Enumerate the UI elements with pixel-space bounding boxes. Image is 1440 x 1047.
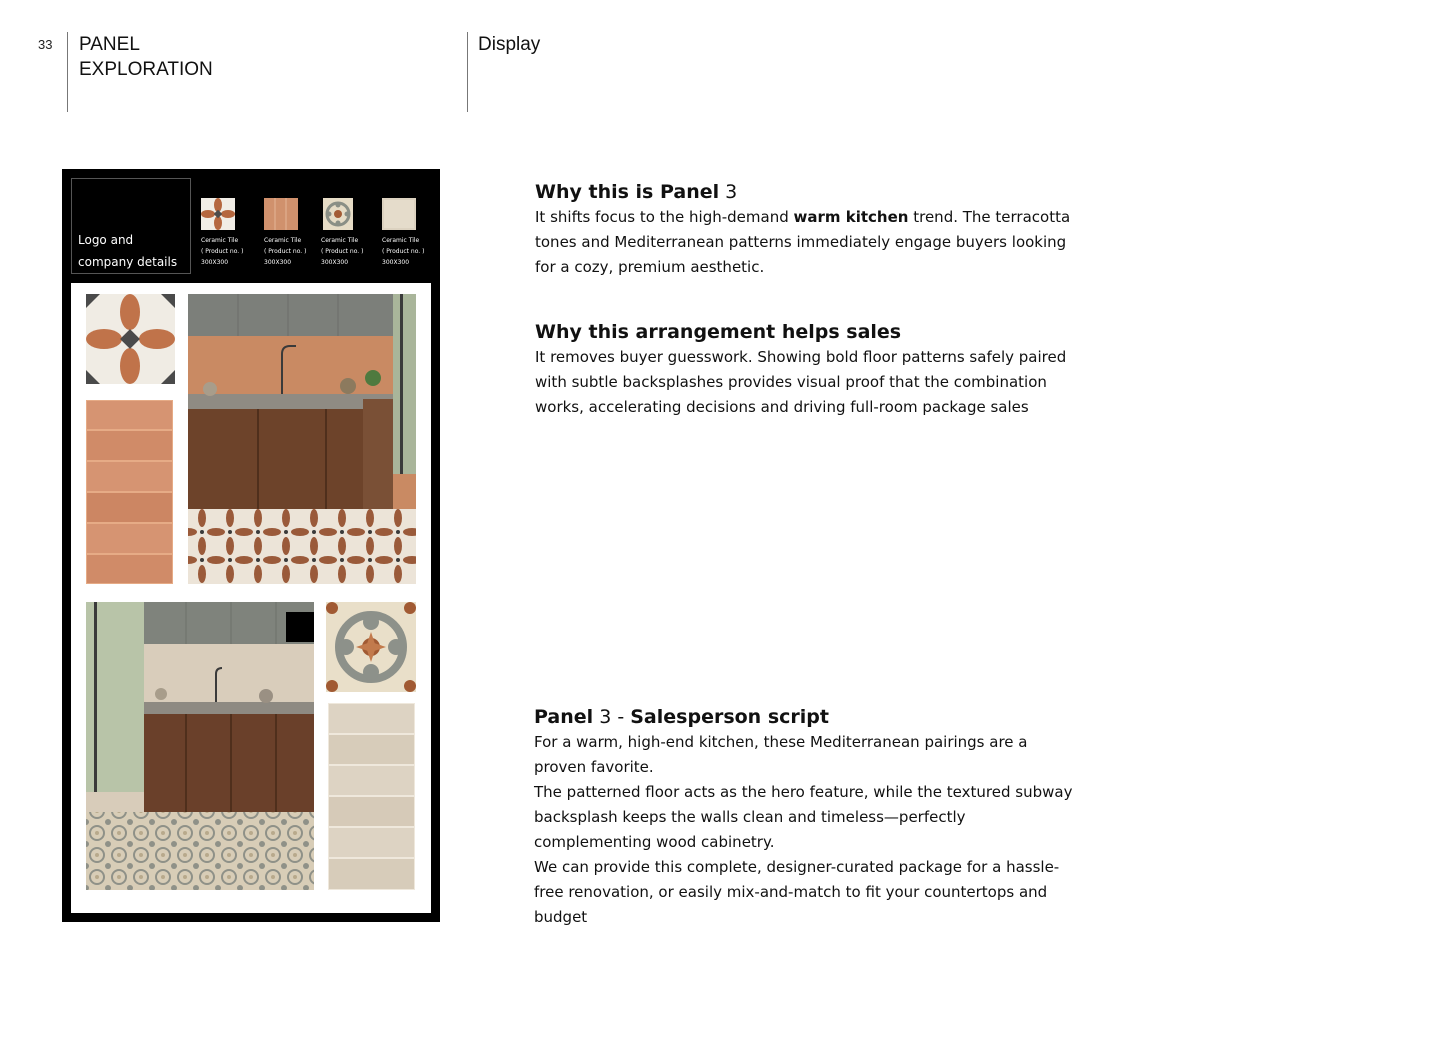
product-name: Ceramic Tile [382, 237, 420, 244]
logo-placeholder [71, 178, 191, 274]
why-panel-body-part: It shifts focus to the high-demand [535, 208, 794, 226]
salesperson-script-section [534, 704, 1079, 930]
product-swatch [321, 198, 371, 267]
product-code: ( Product no. ) [201, 248, 244, 255]
subsection-title: Display [478, 34, 541, 55]
why-panel-heading-bold: Why this is Panel [535, 181, 720, 203]
terracotta-subway-tile-image [86, 400, 173, 584]
product-name: Ceramic Tile [201, 237, 239, 244]
product-swatch [382, 198, 432, 267]
product-code: ( Product no. ) [264, 248, 307, 255]
section-title-line2: EXPLORATION [79, 59, 213, 80]
terracotta-kitchen-image [188, 294, 416, 584]
product-name: Ceramic Tile [264, 237, 302, 244]
page-number: 33 [38, 37, 53, 52]
beige-kitchen-image [86, 602, 314, 890]
script-paragraph: For a warm, high-end kitchen, these Mediterranean pairings are a proven favorite. [534, 733, 1028, 776]
why-panel-heading [535, 179, 1080, 205]
logo-text [78, 229, 188, 273]
product-size: 300X300 [321, 259, 349, 266]
script-paragraph: The patterned floor acts as the hero feature, while the textured subway backsplash keeps the walls clean and timeless—perfectly complementing wood cabinetry. [534, 783, 1073, 851]
product-name: Ceramic Tile [321, 237, 359, 244]
header-divider-right [467, 32, 468, 112]
terracotta-tile-swatch [264, 198, 298, 230]
logo-line1: Logo and [78, 233, 134, 247]
header-divider-left [67, 32, 68, 112]
script-heading-bold: Panel [534, 706, 594, 728]
why-panel-body-bold: warm kitchen [793, 208, 909, 226]
why-arrangement-body: It removes buyer guesswork. Showing bold floor patterns safely paired with subtle backsplashes provides visual proof that the combination works, accelerating decisions and driving full-room package sales [535, 348, 1067, 416]
floral-tile-swatch [201, 198, 235, 230]
script-heading-bold: Salesperson script [630, 706, 829, 728]
script-heading-number: 3 - [593, 706, 631, 728]
why-arrangement-heading [535, 319, 1080, 345]
why-panel-body [535, 205, 1080, 280]
script-paragraph: We can provide this complete, designer-curated package for a hassle-free renovation, or easily mix-and-match to fit your countertops and budget [534, 858, 1060, 926]
medallion-tile-swatch [321, 198, 355, 230]
product-swatch [201, 198, 251, 267]
product-code: ( Product no. ) [321, 248, 364, 255]
beige-subway-tile-image [328, 703, 415, 890]
section-title-line1: PANEL [79, 34, 140, 55]
why-panel-body-part: trend. The terracotta tones and Mediterranean patterns immediately engage buyers looking for a cozy, premium aesthetic. [535, 208, 1071, 276]
why-panel-heading-number: 3 [719, 181, 738, 203]
panel-display-area [71, 283, 431, 913]
script-heading [534, 704, 1079, 730]
product-size: 300X300 [201, 259, 229, 266]
medallion-floor-tile-image [326, 602, 416, 692]
display-panel [62, 169, 440, 922]
why-arrangement-heading-text: Why this arrangement helps sales [535, 321, 902, 343]
section-title [79, 32, 213, 82]
floral-floor-tile-image [86, 294, 175, 384]
product-size: 300X300 [382, 259, 410, 266]
product-size: 300X300 [264, 259, 292, 266]
product-swatch [264, 198, 314, 267]
logo-line2: company details [78, 255, 178, 269]
why-arrangement-section [535, 319, 1080, 420]
beige-tile-swatch [382, 198, 416, 230]
product-code: ( Product no. ) [382, 248, 425, 255]
why-panel-section [535, 179, 1080, 280]
